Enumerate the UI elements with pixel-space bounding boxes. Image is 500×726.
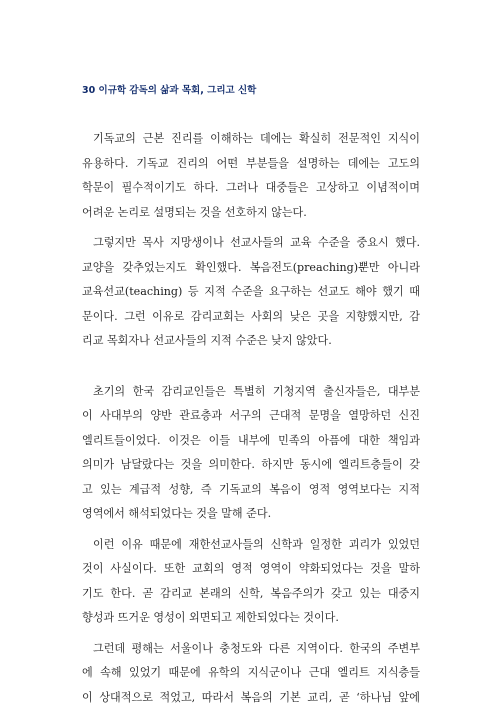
- text-line: 영역에서 해석되었다는 것을 말해 준다.: [82, 507, 272, 520]
- text-line: 문이다. 그런 이유로 감리교회는 사회의 낮은 곳을 지향했지만, 감: [82, 309, 420, 323]
- paragraph: [82, 380, 420, 527]
- body-text: [82, 127, 420, 716]
- text-line: 교육선교(teaching) 등 지적 수준을 요구하는 선교도 해야 했기 때: [82, 285, 420, 298]
- text-line: 고 있는 계급적 성향, 즉 기독교의 복음이 영적 영역보다는 지적: [82, 482, 420, 496]
- text-line: 향성과 뜨거운 영성이 외면되고 제한되었다는 것이다.: [82, 611, 339, 624]
- text-line: 의미가 남달랐다는 것을 의미한다. 하지만 동시에 엘리트층들이 갖: [82, 458, 420, 471]
- text-line: 이 사대부의 양반 관료층과 서구의 근대적 문명을 열망하던 신진: [82, 409, 420, 422]
- text-line: 어려운 논리로 설명되는 것을 선호하지 않는다.: [82, 205, 307, 219]
- running-header: 30 이규학 감독의 삶과 목회, 그리고 신학: [82, 85, 257, 96]
- text-line: 학문이 필수적이기도 하다. 그러나 대중들은 고상하고 이념적이며: [82, 181, 420, 194]
- paragraph: [82, 231, 420, 354]
- text-line: 이런 이유 때문에 재한선교사들의 신학과 일정한 괴리가 있었던: [93, 537, 420, 551]
- text-line: 기독교의 근본 진리를 이해하는 데에는 확실히 전문적인 지식이: [93, 132, 420, 145]
- text-line: 이 상대적으로 적었고, 따라서 복음의 기본 교리, 곧 ‘하나님 앞에: [82, 690, 420, 704]
- text-line: 유용하다. 기독교 진리의 어떤 부분들을 설명하는 데에는 고도의: [82, 156, 420, 170]
- text-line: 엘리트들이었다. 이것은 이들 내부에 민족의 아픔에 대한 책임과: [82, 433, 420, 447]
- text-line: 리교 목회자나 선교사들의 지적 수준은 낮지 않았다.: [82, 334, 332, 347]
- text-line: 그런데 평해는 서울이나 충청도와 다른 지역이다. 한국의 주변부: [93, 641, 420, 655]
- text-line: 그렇지만 목사 지망생이나 선교사들의 교육 수준을 중요시 했다.: [93, 236, 420, 249]
- text-line: 교양을 갖추었는지도 확인했다. 복음전도(preaching)뿐만 아니라: [82, 260, 420, 274]
- text-line: 것이 사실이다. 또한 교회의 영적 영역이 약화되었다는 것을 말하: [82, 562, 420, 575]
- paragraph: [82, 127, 420, 225]
- paragraph: [82, 637, 420, 711]
- paragraph: [82, 533, 420, 631]
- text-line: 초기의 한국 감리교인들은 특별히 기청지역 출신자들은, 대부분: [93, 384, 420, 398]
- text-line: 에 속해 있었기 때문에 유학의 지식군이나 근대 엘리트 지식층들: [82, 666, 420, 679]
- text-line: 기도 한다. 곧 감리교 본래의 신학, 복음주의가 갖고 있는 대중지: [82, 586, 420, 600]
